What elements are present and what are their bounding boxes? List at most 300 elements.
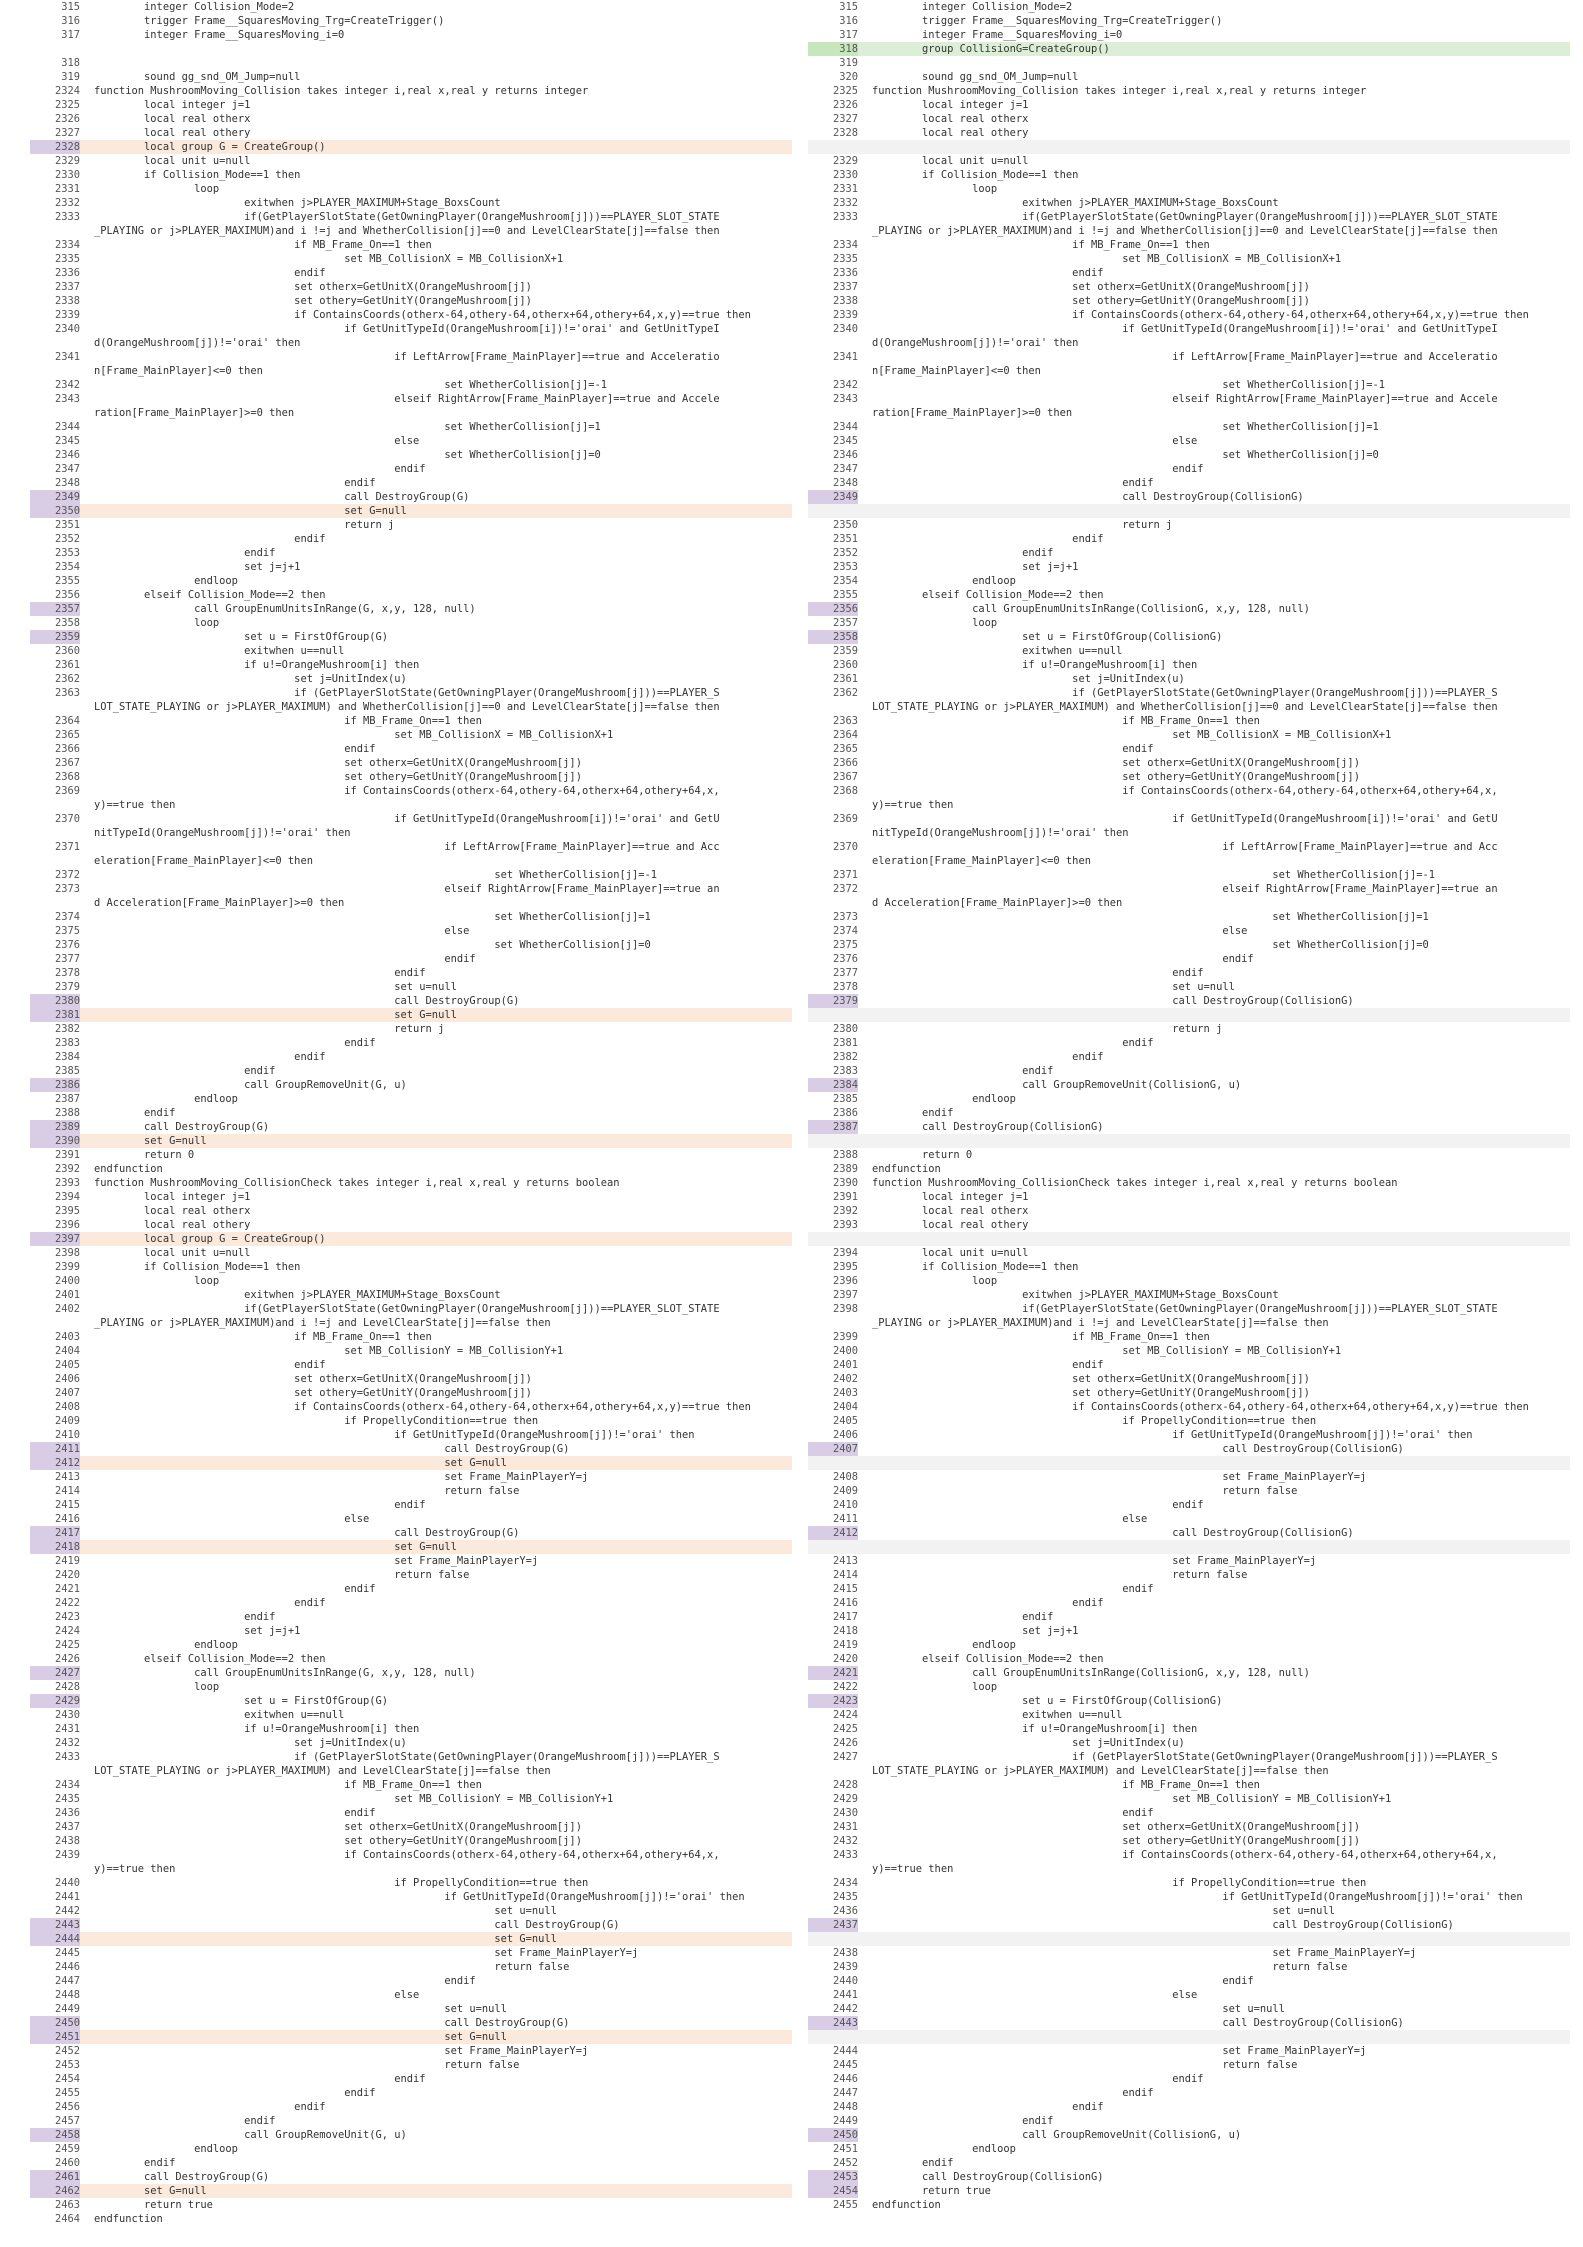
- line-code: return j: [872, 1023, 1223, 1035]
- line-code: function MushroomMoving_Collision takes integer i,real x,real y returns integer: [872, 85, 1367, 97]
- line-code: set WhetherCollision[j]=0: [872, 939, 1429, 951]
- line-code: set Frame_MainPlayerY=j: [872, 1471, 1367, 1483]
- code-line: [808, 1988, 1570, 2002]
- code-line: [30, 182, 792, 196]
- code-line: [808, 1890, 1570, 1904]
- code-line: [808, 2044, 1570, 2058]
- code-line: [30, 462, 792, 476]
- code-line: [30, 98, 792, 112]
- line-code: call DestroyGroup(G): [94, 1443, 570, 1455]
- line-code: LOT_STATE_PLAYING or j>PLAYER_MAXIMUM) and LevelClearState[j]==false then: [872, 1765, 1329, 1777]
- line-code: call DestroyGroup(CollisionG): [872, 2017, 1404, 2029]
- code-line: [808, 1400, 1570, 1414]
- code-line: [808, 168, 1570, 182]
- code-line: [808, 1540, 1570, 1554]
- line-number: 2347: [832, 463, 858, 475]
- line-code: _PLAYING or j>PLAYER_MAXIMUM)and i !=j and LevelClearState[j]==false then: [872, 1317, 1329, 1329]
- line-number: 2456: [54, 2101, 80, 2113]
- line-number: 315: [61, 1, 80, 13]
- code-line: [808, 910, 1570, 924]
- line-code: set otherx=GetUnitX(OrangeMushroom[j]): [94, 1373, 532, 1385]
- line-code: if (GetPlayerSlotState(GetOwningPlayer(OrangeMushroom[j]))==PLAYER_S: [872, 687, 1498, 699]
- code-line: [808, 0, 1570, 14]
- code-line: [30, 2128, 792, 2142]
- line-number: 2361: [832, 673, 858, 685]
- line-number: 2401: [832, 1359, 858, 1371]
- line-code: if (GetPlayerSlotState(GetOwningPlayer(OrangeMushroom[j]))==PLAYER_S: [94, 687, 720, 699]
- line-number: 2391: [832, 1191, 858, 1203]
- code-line: [808, 504, 1570, 518]
- line-code: exitwhen j>PLAYER_MAXIMUM+Stage_BoxsCount: [872, 197, 1279, 209]
- line-number: 2350: [832, 519, 858, 531]
- code-line: [30, 1050, 792, 1064]
- line-code: endif: [94, 533, 326, 545]
- line-number: 2412: [808, 1526, 858, 1540]
- code-line: [808, 1722, 1570, 1736]
- code-line: [30, 168, 792, 182]
- code-line: [30, 42, 792, 56]
- line-number: 318: [808, 42, 858, 56]
- line-number: 2358: [808, 630, 858, 644]
- code-line: [808, 1078, 1570, 1092]
- line-number: 2343: [832, 393, 858, 405]
- code-line: [30, 210, 792, 224]
- line-code: d Acceleration[Frame_MainPlayer]>=0 then: [872, 897, 1123, 909]
- code-line: [30, 1148, 792, 1162]
- line-code: set MB_CollisionX = MB_CollisionX+1: [94, 729, 614, 741]
- code-line: [808, 840, 1570, 854]
- line-number: 2414: [54, 1485, 80, 1497]
- line-number: 2427: [30, 1666, 80, 1680]
- code-line: [30, 406, 792, 420]
- line-code: else: [94, 1989, 420, 2001]
- line-number: 2434: [54, 1779, 80, 1791]
- code-line: [808, 560, 1570, 574]
- line-code: if(GetPlayerSlotState(GetOwningPlayer(OrangeMushroom[j]))==PLAYER_SLOT_STATE: [872, 211, 1498, 223]
- line-code: endif: [94, 1037, 376, 1049]
- code-line: [30, 2170, 792, 2184]
- line-code: loop: [94, 617, 220, 629]
- code-line: [30, 364, 792, 378]
- code-line: [30, 1358, 792, 1372]
- line-number: 2369: [832, 813, 858, 825]
- line-code: function MushroomMoving_CollisionCheck takes integer i,real x,real y returns boolean: [872, 1177, 1398, 1189]
- line-number: 2341: [832, 351, 858, 363]
- line-number: 2352: [54, 533, 80, 545]
- line-number: 2409: [832, 1485, 858, 1497]
- code-line: [30, 56, 792, 70]
- code-line: [808, 1680, 1570, 1694]
- line-number: 2415: [54, 1499, 80, 1511]
- line-number: 316: [61, 15, 80, 27]
- code-line: [30, 882, 792, 896]
- line-code: set j=UnitIndex(u): [872, 1737, 1185, 1749]
- line-code: endfunction: [872, 1163, 941, 1175]
- line-number: 2423: [808, 1694, 858, 1708]
- line-number: 2352: [832, 547, 858, 559]
- line-number: 2431: [54, 1723, 80, 1735]
- line-code: return j: [94, 519, 395, 531]
- code-line: [30, 644, 792, 658]
- code-line: [30, 1330, 792, 1344]
- line-code: if GetUnitTypeId(OrangeMushroom[j])!='orai' then: [872, 1429, 1473, 1441]
- code-line: [30, 1988, 792, 2002]
- line-number: 2376: [54, 939, 80, 951]
- line-number: 2425: [54, 1639, 80, 1651]
- line-code: endif: [94, 1611, 276, 1623]
- line-number: 2339: [54, 309, 80, 321]
- line-code: endif: [94, 2087, 376, 2099]
- code-line: [30, 1092, 792, 1106]
- line-code: local real otherx: [94, 1205, 251, 1217]
- code-line: [30, 140, 792, 154]
- code-line: [30, 602, 792, 616]
- code-line: [30, 28, 792, 42]
- line-number: 2394: [832, 1247, 858, 1259]
- code-line: [808, 112, 1570, 126]
- line-code: set u = FirstOfGroup(CollisionG): [872, 631, 1223, 643]
- line-code: if PropellyCondition==true then: [94, 1415, 539, 1427]
- line-number: 2376: [832, 953, 858, 965]
- line-number: 2353: [832, 561, 858, 573]
- code-line: [808, 364, 1570, 378]
- line-code: exitwhen j>PLAYER_MAXIMUM+Stage_BoxsCount: [94, 1289, 501, 1301]
- code-line: [808, 1372, 1570, 1386]
- line-code: set otherx=GetUnitX(OrangeMushroom[j]): [872, 757, 1360, 769]
- code-line: [808, 1526, 1570, 1540]
- line-code: return false: [872, 1961, 1348, 1973]
- line-code: endif: [94, 2115, 276, 2127]
- line-number: 2371: [54, 841, 80, 853]
- line-number: 2354: [54, 561, 80, 573]
- line-code: local unit u=null: [94, 1247, 251, 1259]
- line-code: call DestroyGroup(CollisionG): [872, 1121, 1104, 1133]
- line-number: 2397: [832, 1289, 858, 1301]
- line-code: sound gg_snd_OM_Jump=null: [872, 71, 1079, 83]
- line-code: set Frame_MainPlayerY=j: [872, 1555, 1317, 1567]
- line-number: 2393: [54, 1177, 80, 1189]
- code-line: [808, 1778, 1570, 1792]
- code-line: [30, 532, 792, 546]
- code-line: [808, 238, 1570, 252]
- line-number: 2410: [54, 1429, 80, 1441]
- code-line: [808, 672, 1570, 686]
- line-number: 2351: [54, 519, 80, 531]
- line-code: elseif RightArrow[Frame_MainPlayer]==true and Accele: [872, 393, 1498, 405]
- code-line: [30, 1218, 792, 1232]
- line-number: 2373: [54, 883, 80, 895]
- code-line: [30, 1414, 792, 1428]
- line-code: set othery=GetUnitY(OrangeMushroom[j]): [94, 295, 532, 307]
- line-number: 2388: [54, 1107, 80, 1119]
- line-number: 2454: [54, 2073, 80, 2085]
- line-number: 2355: [54, 575, 80, 587]
- line-number: 2436: [54, 1807, 80, 1819]
- line-number: 315: [839, 1, 858, 13]
- code-line: [30, 952, 792, 966]
- code-line: [30, 966, 792, 980]
- code-line: [30, 1022, 792, 1036]
- line-code: if Collision_Mode==1 then: [872, 1261, 1079, 1273]
- line-code: endif: [94, 547, 276, 559]
- code-line: [30, 1190, 792, 1204]
- line-number: 2400: [832, 1345, 858, 1357]
- line-number: 2383: [832, 1065, 858, 1077]
- code-line: [808, 1260, 1570, 1274]
- code-line: [30, 1946, 792, 1960]
- line-code: else: [94, 925, 470, 937]
- code-line: [808, 1428, 1570, 1442]
- line-number: 2396: [54, 1219, 80, 1231]
- line-code: set othery=GetUnitY(OrangeMushroom[j]): [872, 1835, 1360, 1847]
- code-line: [30, 1610, 792, 1624]
- line-number: 2440: [832, 1975, 858, 1987]
- line-code: endif: [872, 967, 1204, 979]
- line-code: call GroupEnumUnitsInRange(G, x,y, 128, null): [94, 603, 476, 615]
- code-line: [30, 1834, 792, 1848]
- code-line: [808, 56, 1570, 70]
- line-code: call DestroyGroup(G): [94, 1527, 520, 1539]
- code-line: [30, 2058, 792, 2072]
- line-code: set u = FirstOfGroup(CollisionG): [872, 1695, 1223, 1707]
- code-line: [808, 126, 1570, 140]
- code-line: [30, 2072, 792, 2086]
- line-number: 2438: [832, 1947, 858, 1959]
- line-number: 2347: [54, 463, 80, 475]
- line-code: local integer j=1: [872, 1191, 1029, 1203]
- code-line: [808, 280, 1570, 294]
- line-code: endif: [872, 547, 1054, 559]
- line-number: 2342: [832, 379, 858, 391]
- line-number: 2410: [832, 1499, 858, 1511]
- line-code: return false: [872, 1485, 1298, 1497]
- code-line: [808, 1904, 1570, 1918]
- line-code: endloop: [872, 1639, 1016, 1651]
- line-code: return false: [94, 1569, 470, 1581]
- line-code: set u=null: [872, 1905, 1335, 1917]
- line-code: set WhetherCollision[j]=0: [94, 939, 651, 951]
- line-code: endif: [872, 1037, 1154, 1049]
- line-code: call DestroyGroup(CollisionG): [872, 491, 1304, 503]
- line-number: 2451: [832, 2143, 858, 2155]
- code-line: [808, 1274, 1570, 1288]
- line-code: endif: [94, 1107, 176, 1119]
- line-number: 2448: [832, 2101, 858, 2113]
- code-line: [808, 1386, 1570, 1400]
- code-line: [808, 1820, 1570, 1834]
- line-number: 2377: [54, 953, 80, 965]
- line-number: 2326: [832, 99, 858, 111]
- code-line: [808, 1204, 1570, 1218]
- code-line: [30, 1932, 792, 1946]
- line-code: if LeftArrow[Frame_MainPlayer]==true and Acceleratio: [872, 351, 1498, 363]
- code-line: [30, 2016, 792, 2030]
- line-number: 2440: [54, 1877, 80, 1889]
- line-code: loop: [872, 1681, 998, 1693]
- code-line: [808, 42, 1570, 56]
- line-number: 2359: [30, 630, 80, 644]
- line-number: 2336: [832, 267, 858, 279]
- line-number: 2379: [54, 981, 80, 993]
- line-code: if(GetPlayerSlotState(GetOwningPlayer(OrangeMushroom[j]))==PLAYER_SLOT_STATE: [94, 211, 720, 223]
- code-line: [808, 1246, 1570, 1260]
- line-code: if MB_Frame_On==1 then: [872, 1779, 1260, 1791]
- code-line: [30, 476, 792, 490]
- code-line: [30, 868, 792, 882]
- line-code: if GetUnitTypeId(OrangeMushroom[j])!='orai' then: [872, 1891, 1523, 1903]
- line-number: 2325: [832, 85, 858, 97]
- code-line: [30, 1582, 792, 1596]
- line-code: set WhetherCollision[j]=-1: [94, 379, 607, 391]
- line-code: return j: [872, 519, 1173, 531]
- line-code: group CollisionG=CreateGroup(): [872, 43, 1110, 55]
- line-code: endif: [872, 1499, 1204, 1511]
- line-code: endif: [872, 1359, 1104, 1371]
- code-line: [30, 1232, 792, 1246]
- code-line: [30, 322, 792, 336]
- line-code: y)==true then: [872, 1863, 954, 1875]
- code-line: [808, 14, 1570, 28]
- code-line: [808, 2030, 1570, 2044]
- line-code: n[Frame_MainPlayer]<=0 then: [94, 365, 263, 377]
- line-code: endif: [872, 2115, 1054, 2127]
- line-number: 2370: [832, 841, 858, 853]
- line-code: set G=null: [94, 1541, 457, 1553]
- line-code: local integer j=1: [872, 99, 1029, 111]
- line-number: 2373: [832, 911, 858, 923]
- code-line: [808, 434, 1570, 448]
- line-code: exitwhen u==null: [872, 645, 1123, 657]
- code-line: [808, 2156, 1570, 2170]
- line-number: 2374: [832, 925, 858, 937]
- line-number: 2363: [54, 687, 80, 699]
- line-code: y)==true then: [872, 799, 954, 811]
- code-line: [808, 2170, 1570, 2184]
- line-number: 2461: [30, 2170, 80, 2184]
- code-line: [808, 1148, 1570, 1162]
- line-number: 2369: [54, 785, 80, 797]
- line-code: set u=null: [872, 2003, 1285, 2015]
- line-code: return 0: [872, 1149, 973, 1161]
- code-line: [808, 392, 1570, 406]
- line-code: ration[Frame_MainPlayer]>=0 then: [94, 407, 295, 419]
- code-line: [30, 1652, 792, 1666]
- line-code: LOT_STATE_PLAYING or j>PLAYER_MAXIMUM) and LevelClearState[j]==false then: [94, 1765, 551, 1777]
- line-number: 2408: [832, 1471, 858, 1483]
- line-number: 2389: [30, 1120, 80, 1134]
- line-code: endif: [872, 1065, 1054, 1077]
- code-line: [808, 448, 1570, 462]
- line-code: set G=null: [94, 1135, 207, 1147]
- line-code: endif: [94, 1807, 376, 1819]
- code-line: [30, 378, 792, 392]
- line-code: function MushroomMoving_Collision takes integer i,real x,real y returns integer: [94, 85, 589, 97]
- code-line: [30, 994, 792, 1008]
- code-line: [808, 938, 1570, 952]
- line-number: 2372: [54, 869, 80, 881]
- code-line: [808, 1848, 1570, 1862]
- code-line: [30, 336, 792, 350]
- line-code: endif: [94, 1065, 276, 1077]
- line-code: endif: [94, 1597, 326, 1609]
- code-line: [808, 588, 1570, 602]
- line-code: endif: [872, 533, 1104, 545]
- line-number: 317: [61, 29, 80, 41]
- code-line: [30, 2184, 792, 2198]
- line-number: 2375: [832, 939, 858, 951]
- line-number: 2354: [832, 575, 858, 587]
- line-code: elseif Collision_Mode==2 then: [94, 1653, 326, 1665]
- line-number: 2445: [832, 2059, 858, 2071]
- line-code: call DestroyGroup(CollisionG): [872, 1527, 1354, 1539]
- code-line: [30, 574, 792, 588]
- line-code: ration[Frame_MainPlayer]>=0 then: [872, 407, 1073, 419]
- line-code: set otherx=GetUnitX(OrangeMushroom[j]): [872, 281, 1310, 293]
- line-code: set othery=GetUnitY(OrangeMushroom[j]): [872, 771, 1360, 783]
- line-code: if LeftArrow[Frame_MainPlayer]==true and Acc: [94, 841, 720, 853]
- line-code: set MB_CollisionY = MB_CollisionY+1: [94, 1345, 564, 1357]
- code-line: [808, 2072, 1570, 2086]
- line-code: d(OrangeMushroom[j])!='orai' then: [872, 337, 1079, 349]
- code-line: [30, 1764, 792, 1778]
- code-line: [808, 616, 1570, 630]
- line-code: call DestroyGroup(G): [94, 2017, 570, 2029]
- line-code: if MB_Frame_On==1 then: [872, 1331, 1210, 1343]
- line-number: 2462: [30, 2184, 80, 2198]
- line-code: set j=j+1: [872, 1625, 1079, 1637]
- line-code: return 0: [94, 1149, 195, 1161]
- code-line: [808, 1134, 1570, 1148]
- line-number: 2432: [832, 1835, 858, 1847]
- line-code: set otherx=GetUnitX(OrangeMushroom[j]): [94, 1821, 582, 1833]
- code-line: [808, 602, 1570, 616]
- line-number: 2393: [832, 1219, 858, 1231]
- line-number: 2463: [54, 2199, 80, 2211]
- line-number: 2447: [832, 2087, 858, 2099]
- line-number: 2442: [54, 1905, 80, 1917]
- code-line: [808, 1694, 1570, 1708]
- code-line: [30, 1778, 792, 1792]
- line-number: 2443: [808, 2016, 858, 2030]
- code-line: [808, 2184, 1570, 2198]
- line-number: 2395: [54, 1205, 80, 1217]
- code-line: [808, 1484, 1570, 1498]
- code-line: [30, 238, 792, 252]
- code-line: [30, 1386, 792, 1400]
- line-code: if(GetPlayerSlotState(GetOwningPlayer(OrangeMushroom[j]))==PLAYER_SLOT_STATE: [872, 1303, 1498, 1315]
- code-line: [30, 1442, 792, 1456]
- code-line: [808, 308, 1570, 322]
- code-line: [30, 672, 792, 686]
- code-line: [808, 1064, 1570, 1078]
- code-line: [30, 266, 792, 280]
- line-number: 2387: [808, 1120, 858, 1134]
- line-code: set WhetherCollision[j]=1: [94, 911, 651, 923]
- line-number: 2402: [832, 1373, 858, 1385]
- line-number: 2426: [832, 1737, 858, 1749]
- line-number: 2416: [54, 1513, 80, 1525]
- line-code: set MB_CollisionY = MB_CollisionY+1: [94, 1793, 614, 1805]
- line-code: if MB_Frame_On==1 then: [94, 1779, 482, 1791]
- code-line: [30, 616, 792, 630]
- code-line: [30, 2002, 792, 2016]
- code-line: [808, 1316, 1570, 1330]
- code-line: [30, 770, 792, 784]
- line-number: 2332: [54, 197, 80, 209]
- line-code: set WhetherCollision[j]=-1: [872, 379, 1385, 391]
- line-code: set G=null: [94, 1457, 507, 1469]
- line-code: set otherx=GetUnitX(OrangeMushroom[j]): [94, 757, 582, 769]
